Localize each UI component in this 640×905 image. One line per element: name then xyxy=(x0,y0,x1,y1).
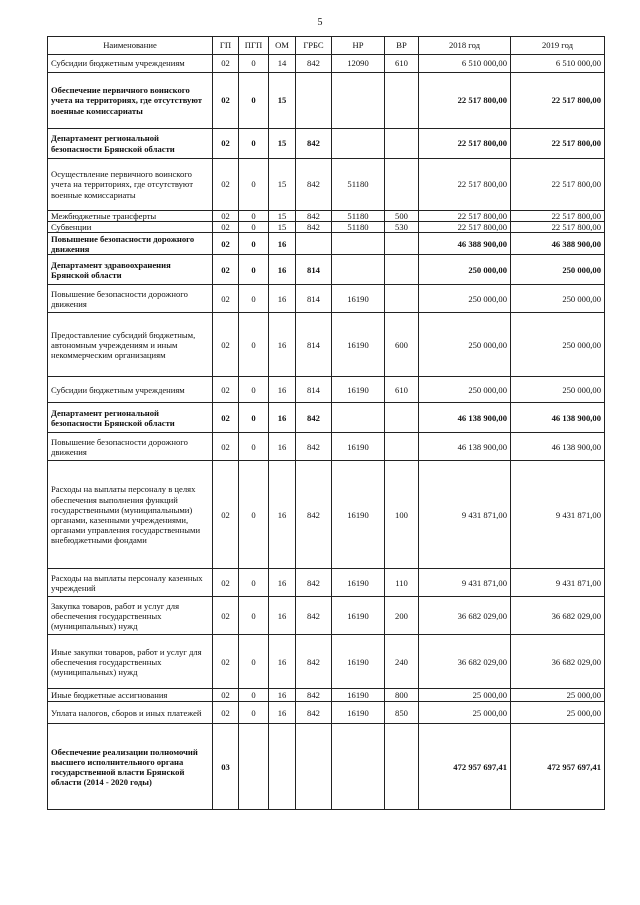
cell-vr: 100 xyxy=(385,461,419,569)
cell-y2018: 250 000,00 xyxy=(419,255,511,285)
cell-vr: 800 xyxy=(385,689,419,702)
cell-name: Уплата налогов, сборов и иных платежей xyxy=(48,702,213,724)
cell-name: Закупка товаров, работ и услуг для обеспечения государственных (муниципальных) нужд xyxy=(48,597,213,635)
cell-vr: 200 xyxy=(385,597,419,635)
cell-y2019: 250 000,00 xyxy=(511,255,605,285)
cell-y2019: 36 682 029,00 xyxy=(511,635,605,689)
cell-name: Повышение безопасности дорожного движения xyxy=(48,285,213,313)
table-row xyxy=(48,635,605,689)
cell-y2019: 36 682 029,00 xyxy=(511,597,605,635)
cell-np xyxy=(332,255,385,285)
table-row xyxy=(48,211,605,222)
cell-vr xyxy=(385,159,419,211)
cell-grbs: 842 xyxy=(296,55,332,73)
cell-y2018: 250 000,00 xyxy=(419,313,511,377)
cell-y2018: 250 000,00 xyxy=(419,377,511,403)
col-header-grbs: ГРБС xyxy=(296,37,332,55)
cell-grbs: 842 xyxy=(296,461,332,569)
cell-gp: 02 xyxy=(213,159,239,211)
cell-y2018: 9 431 871,00 xyxy=(419,569,511,597)
cell-om: 16 xyxy=(269,461,296,569)
cell-pgp: 0 xyxy=(239,377,269,403)
cell-np: 16190 xyxy=(332,377,385,403)
table-row xyxy=(48,55,605,73)
cell-pgp: 0 xyxy=(239,403,269,433)
cell-np: 16190 xyxy=(332,313,385,377)
cell-om: 16 xyxy=(269,702,296,724)
cell-pgp: 0 xyxy=(239,255,269,285)
cell-grbs: 814 xyxy=(296,285,332,313)
cell-pgp: 0 xyxy=(239,129,269,159)
page-number: 5 xyxy=(317,17,323,28)
cell-name: Расходы на выплаты персоналу казенных учреждений xyxy=(48,569,213,597)
cell-om: 16 xyxy=(269,689,296,702)
cell-om: 16 xyxy=(269,377,296,403)
cell-gp: 02 xyxy=(213,403,239,433)
cell-gp: 02 xyxy=(213,569,239,597)
cell-vr xyxy=(385,233,419,255)
cell-gp: 02 xyxy=(213,377,239,403)
cell-np: 16190 xyxy=(332,635,385,689)
cell-pgp: 0 xyxy=(239,159,269,211)
cell-name: Предоставление субсидий бюджетным, автономным учреждениям и иным некоммерческим организациям xyxy=(48,313,213,377)
cell-y2018: 25 000,00 xyxy=(419,689,511,702)
cell-y2019: 9 431 871,00 xyxy=(511,461,605,569)
col-header-gp: ГП xyxy=(213,37,239,55)
cell-om: 15 xyxy=(269,159,296,211)
table-row xyxy=(48,285,605,313)
cell-om: 16 xyxy=(269,597,296,635)
cell-y2018: 6 510 000,00 xyxy=(419,55,511,73)
cell-np xyxy=(332,724,385,810)
cell-grbs: 842 xyxy=(296,702,332,724)
cell-y2019: 22 517 800,00 xyxy=(511,211,605,222)
cell-y2018: 9 431 871,00 xyxy=(419,461,511,569)
cell-om xyxy=(269,724,296,810)
cell-name: Обеспечение первичного воинского учета на территориях, где отсутствуют военные комиссариаты xyxy=(48,73,213,129)
cell-grbs: 842 xyxy=(296,569,332,597)
cell-y2019: 22 517 800,00 xyxy=(511,73,605,129)
cell-om: 16 xyxy=(269,635,296,689)
cell-y2019: 472 957 697,41 xyxy=(511,724,605,810)
cell-y2018: 46 138 900,00 xyxy=(419,403,511,433)
cell-name: Повышение безопасности дорожного движения xyxy=(48,233,213,255)
cell-vr xyxy=(385,73,419,129)
cell-gp: 02 xyxy=(213,222,239,233)
cell-om: 16 xyxy=(269,403,296,433)
cell-y2019: 250 000,00 xyxy=(511,285,605,313)
table-row xyxy=(48,461,605,569)
cell-np: 16190 xyxy=(332,461,385,569)
table-row xyxy=(48,73,605,129)
cell-grbs: 842 xyxy=(296,159,332,211)
col-header-pgp: ПГП xyxy=(239,37,269,55)
table-row xyxy=(48,724,605,810)
cell-y2018: 25 000,00 xyxy=(419,702,511,724)
cell-om: 16 xyxy=(269,433,296,461)
cell-y2018: 22 517 800,00 xyxy=(419,159,511,211)
cell-pgp: 0 xyxy=(239,211,269,222)
table-row xyxy=(48,377,605,403)
cell-np: 51180 xyxy=(332,211,385,222)
cell-om: 16 xyxy=(269,313,296,377)
cell-gp: 02 xyxy=(213,635,239,689)
cell-grbs: 814 xyxy=(296,313,332,377)
table-row xyxy=(48,702,605,724)
table-row xyxy=(48,403,605,433)
cell-y2019: 22 517 800,00 xyxy=(511,129,605,159)
cell-name: Субсидии бюджетным учреждениям xyxy=(48,377,213,403)
cell-vr: 600 xyxy=(385,313,419,377)
cell-vr: 610 xyxy=(385,377,419,403)
cell-np: 51180 xyxy=(332,222,385,233)
cell-vr xyxy=(385,433,419,461)
cell-y2019: 46 138 900,00 xyxy=(511,403,605,433)
cell-grbs: 842 xyxy=(296,635,332,689)
cell-grbs: 814 xyxy=(296,255,332,285)
table-row xyxy=(48,129,605,159)
cell-om: 15 xyxy=(269,211,296,222)
cell-np: 51180 xyxy=(332,159,385,211)
cell-name: Иные бюджетные ассигнования xyxy=(48,689,213,702)
cell-vr: 850 xyxy=(385,702,419,724)
cell-pgp: 0 xyxy=(239,233,269,255)
cell-grbs: 842 xyxy=(296,211,332,222)
table-header-row xyxy=(48,37,605,55)
cell-name: Субвенции xyxy=(48,222,213,233)
cell-y2018: 22 517 800,00 xyxy=(419,73,511,129)
cell-y2018: 472 957 697,41 xyxy=(419,724,511,810)
cell-gp: 02 xyxy=(213,433,239,461)
cell-y2019: 250 000,00 xyxy=(511,377,605,403)
cell-pgp: 0 xyxy=(239,55,269,73)
cell-vr xyxy=(385,285,419,313)
cell-om: 16 xyxy=(269,569,296,597)
cell-gp: 02 xyxy=(213,255,239,285)
cell-np xyxy=(332,403,385,433)
cell-y2019: 46 388 900,00 xyxy=(511,233,605,255)
cell-grbs: 842 xyxy=(296,597,332,635)
cell-y2019: 9 431 871,00 xyxy=(511,569,605,597)
cell-vr: 610 xyxy=(385,55,419,73)
cell-gp: 02 xyxy=(213,55,239,73)
cell-pgp: 0 xyxy=(239,702,269,724)
table-row xyxy=(48,255,605,285)
cell-om: 15 xyxy=(269,73,296,129)
cell-grbs: 842 xyxy=(296,129,332,159)
cell-name: Иные закупки товаров, работ и услуг для обеспечения государственных (муниципальных) нужд xyxy=(48,635,213,689)
cell-pgp: 0 xyxy=(239,313,269,377)
cell-vr: 240 xyxy=(385,635,419,689)
cell-name: Обеспечение реализации полномочий высшего исполнительного органа государственной власти Брянской области (2014 - 2020 годы) xyxy=(48,724,213,810)
cell-grbs: 842 xyxy=(296,222,332,233)
cell-vr xyxy=(385,403,419,433)
cell-pgp: 0 xyxy=(239,597,269,635)
cell-om: 15 xyxy=(269,222,296,233)
cell-pgp: 0 xyxy=(239,689,269,702)
cell-pgp: 0 xyxy=(239,73,269,129)
cell-gp: 02 xyxy=(213,285,239,313)
cell-gp: 03 xyxy=(213,724,239,810)
cell-np: 12090 xyxy=(332,55,385,73)
cell-name: Субсидии бюджетным учреждениям xyxy=(48,55,213,73)
cell-pgp: 0 xyxy=(239,635,269,689)
cell-vr xyxy=(385,255,419,285)
cell-y2018: 250 000,00 xyxy=(419,285,511,313)
col-header-2019: 2019 год xyxy=(511,37,605,55)
cell-name: Расходы на выплаты персоналу в целях обеспечения выполнения функций государственными (муниципальными) органами, казенными учреждениями, органами управления государственными внебюджетными фондами xyxy=(48,461,213,569)
cell-y2019: 25 000,00 xyxy=(511,689,605,702)
cell-y2018: 46 388 900,00 xyxy=(419,233,511,255)
cell-vr xyxy=(385,129,419,159)
table-row xyxy=(48,159,605,211)
cell-gp: 02 xyxy=(213,211,239,222)
cell-y2019: 6 510 000,00 xyxy=(511,55,605,73)
cell-np xyxy=(332,233,385,255)
cell-pgp: 0 xyxy=(239,433,269,461)
cell-pgp: 0 xyxy=(239,569,269,597)
cell-grbs xyxy=(296,233,332,255)
table-row xyxy=(48,569,605,597)
cell-gp: 02 xyxy=(213,689,239,702)
budget-table xyxy=(47,36,605,810)
cell-y2018: 36 682 029,00 xyxy=(419,635,511,689)
table-row xyxy=(48,233,605,255)
cell-om: 14 xyxy=(269,55,296,73)
cell-y2019: 22 517 800,00 xyxy=(511,159,605,211)
col-header-name: Наименование xyxy=(48,37,213,55)
cell-om: 15 xyxy=(269,129,296,159)
cell-name: Межбюджетные трансферты xyxy=(48,211,213,222)
cell-np: 16190 xyxy=(332,285,385,313)
cell-y2019: 46 138 900,00 xyxy=(511,433,605,461)
cell-om: 16 xyxy=(269,233,296,255)
cell-gp: 02 xyxy=(213,73,239,129)
cell-name: Департамент региональной безопасности Брянской области xyxy=(48,129,213,159)
cell-y2018: 36 682 029,00 xyxy=(419,597,511,635)
cell-np: 16190 xyxy=(332,689,385,702)
cell-y2019: 22 517 800,00 xyxy=(511,222,605,233)
cell-gp: 02 xyxy=(213,313,239,377)
cell-gp: 02 xyxy=(213,233,239,255)
cell-y2019: 250 000,00 xyxy=(511,313,605,377)
cell-y2019: 25 000,00 xyxy=(511,702,605,724)
cell-om: 16 xyxy=(269,285,296,313)
cell-pgp: 0 xyxy=(239,285,269,313)
cell-vr: 500 xyxy=(385,211,419,222)
cell-gp: 02 xyxy=(213,597,239,635)
col-header-np: НР xyxy=(332,37,385,55)
cell-y2018: 22 517 800,00 xyxy=(419,222,511,233)
cell-np: 16190 xyxy=(332,433,385,461)
cell-gp: 02 xyxy=(213,129,239,159)
cell-name: Департамент региональной безопасности Брянской области xyxy=(48,403,213,433)
col-header-2018: 2018 год xyxy=(419,37,511,55)
cell-grbs: 842 xyxy=(296,403,332,433)
cell-grbs xyxy=(296,724,332,810)
table-row xyxy=(48,222,605,233)
cell-np: 16190 xyxy=(332,702,385,724)
cell-grbs: 814 xyxy=(296,377,332,403)
cell-om: 16 xyxy=(269,255,296,285)
cell-grbs: 842 xyxy=(296,433,332,461)
cell-gp: 02 xyxy=(213,702,239,724)
cell-pgp xyxy=(239,724,269,810)
cell-np xyxy=(332,129,385,159)
cell-name: Департамент здравоохранения Брянской области xyxy=(48,255,213,285)
cell-vr xyxy=(385,724,419,810)
table-row xyxy=(48,597,605,635)
col-header-vr: ВР xyxy=(385,37,419,55)
cell-y2018: 22 517 800,00 xyxy=(419,211,511,222)
table-row xyxy=(48,313,605,377)
col-header-om: ОМ xyxy=(269,37,296,55)
table-row xyxy=(48,433,605,461)
cell-name: Повышение безопасности дорожного движения xyxy=(48,433,213,461)
cell-grbs: 842 xyxy=(296,689,332,702)
cell-name: Осуществление первичного воинского учета на территориях, где отсутствуют военные комиссариаты xyxy=(48,159,213,211)
cell-np: 16190 xyxy=(332,569,385,597)
cell-gp: 02 xyxy=(213,461,239,569)
cell-vr: 110 xyxy=(385,569,419,597)
cell-np: 16190 xyxy=(332,597,385,635)
cell-np xyxy=(332,73,385,129)
cell-y2018: 46 138 900,00 xyxy=(419,433,511,461)
cell-y2018: 22 517 800,00 xyxy=(419,129,511,159)
cell-grbs xyxy=(296,73,332,129)
cell-pgp: 0 xyxy=(239,461,269,569)
cell-vr: 530 xyxy=(385,222,419,233)
table-row xyxy=(48,689,605,702)
cell-pgp: 0 xyxy=(239,222,269,233)
